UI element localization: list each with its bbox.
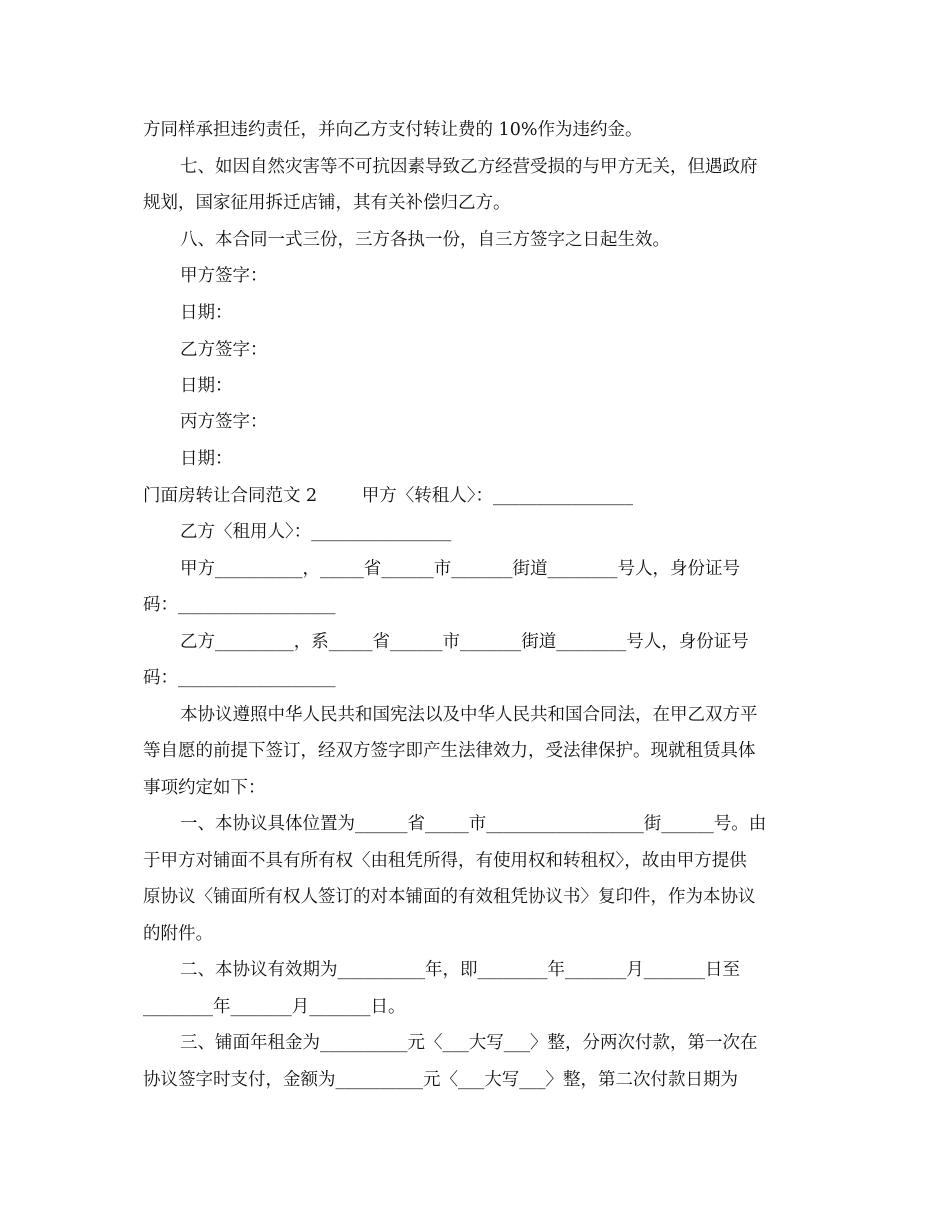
text-line: 的附件。: [143, 924, 213, 944]
text-line: 一、本协议具体位置为______省_____市__________________街______号。由: [180, 814, 767, 834]
text-line: 码：__________________: [143, 668, 336, 688]
section-title: 门面房转让合同范文 2 甲方〈转租人〉：________________: [143, 486, 633, 506]
text-line: 码：__________________: [143, 595, 336, 615]
text-line: 七、如因自然灾害等不可抗因素导致乙方经营受损的与甲方无关，但遇政府: [180, 157, 758, 177]
text-line: 事项约定如下：: [143, 778, 266, 798]
date-label: 日期：: [180, 449, 233, 469]
text-line: 本协议遵照中华人民共和国宪法以及中华人民共和国合同法，在甲乙双方平: [180, 705, 758, 725]
text-line: 乙方_________，系_____省______市_______街道________号人，身份证号: [180, 632, 749, 652]
text-line: 协议签字时支付，金额为__________元〈___大写___〉整，第二次付款日期为: [143, 1070, 738, 1090]
text-line: 二、本协议有效期为__________年，即________年_______月_______日至: [180, 960, 740, 980]
text-line: 八、本合同一式三份，三方各执一份，自三方签字之日起生效。: [180, 230, 670, 250]
text-line: 甲方__________，_____省______市_______街道________号人，身份证号: [180, 559, 740, 579]
signature-label-party-a: 甲方签字：: [180, 266, 268, 286]
text-line: 规划，国家征用拆迁店铺，其有关补偿归乙方。: [143, 193, 511, 213]
signature-label-party-c: 丙方签字：: [180, 412, 268, 432]
text-line: ________年_______月_______日。: [143, 997, 406, 1017]
text-line: 于甲方对铺面不具有所有权〈由租凭所得，有使用权和转租权〉，故由甲方提供: [143, 851, 747, 871]
text-line: 三、铺面年租金为__________元〈___大写___〉整，分两次付款，第一次在: [180, 1033, 758, 1053]
date-label: 日期：: [180, 376, 233, 396]
text-line: 方同样承担违约责任，并向乙方支付转让费的 10%作为违约金。: [143, 120, 643, 140]
date-label: 日期：: [180, 303, 233, 323]
text-line: 等自愿的前提下签订，经双方签字即产生法律效力，受法律保护。现就租赁具体: [143, 741, 756, 761]
signature-label-party-b: 乙方签字：: [180, 340, 268, 360]
text-line: 原协议〈铺面所有权人签订的对本铺面的有效租凭协议书〉复印件，作为本协议: [143, 887, 756, 907]
text-line: 乙方〈租用人〉：________________: [180, 522, 452, 542]
